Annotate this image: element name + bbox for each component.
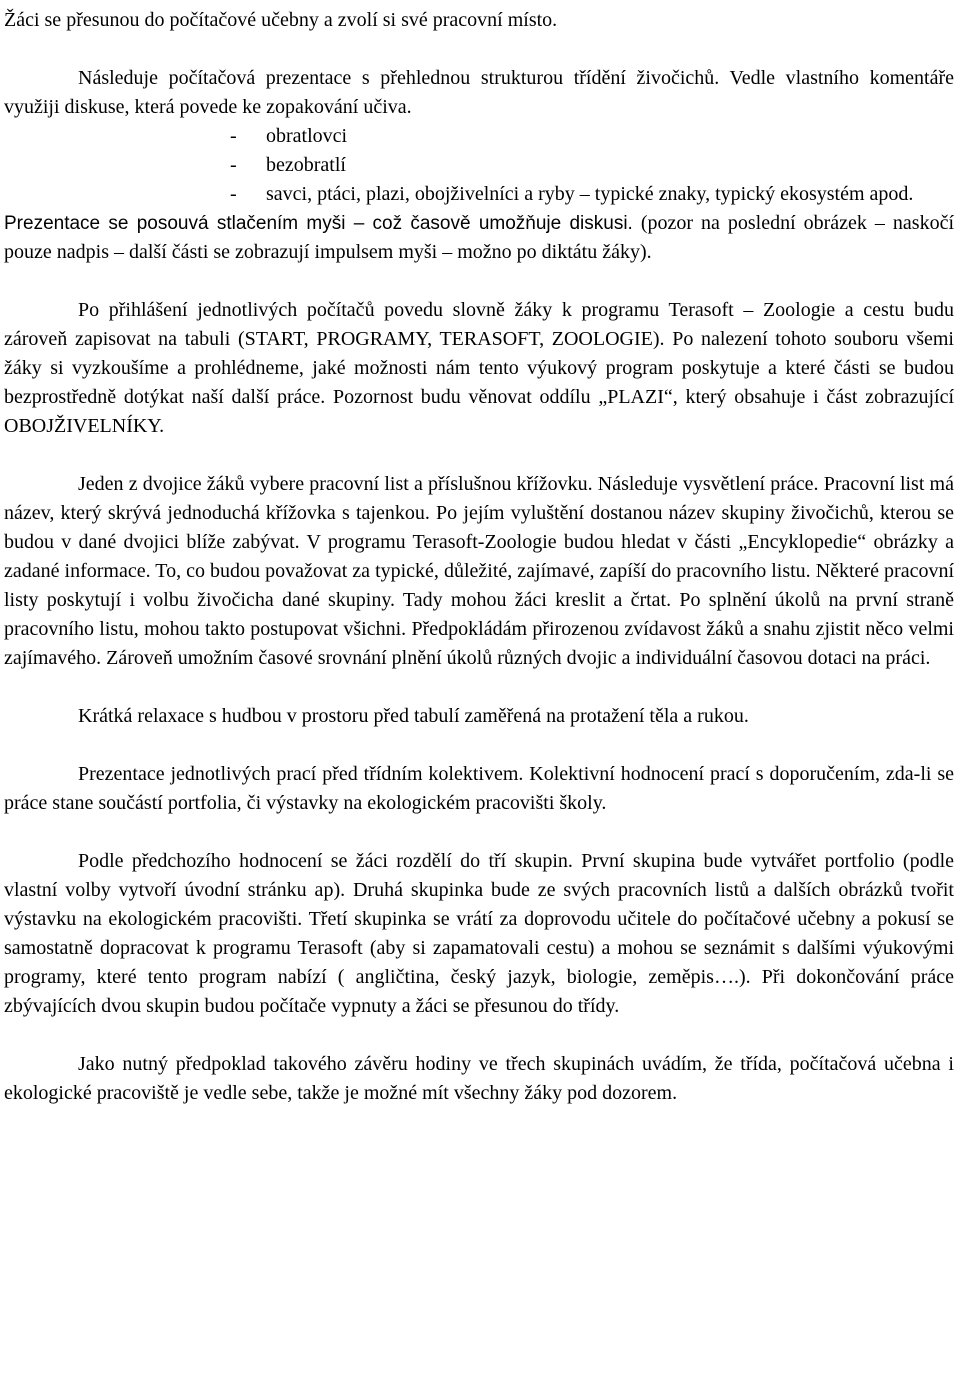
dash-marker: - [230,154,237,176]
paragraph-evaluation: Prezentace jednotlivých prací před třídním kolektivem. Kolektivní hodnocení prací s doporučením, zda-li se práce stane součástí portfolia, či výstavky na ekologickém pracovišti školy. [4,763,954,814]
paragraph-conclusion: Jako nutný předpoklad takového závěru hodiny ve třech skupinách uvádím, že třída, počítačová učebna i ekologické pracoviště je vedle sebe, takže je možné mít všechny žáky pod dozorem. [4,1053,954,1104]
paragraph-groups: Podle předchozího hodnocení se žáci rozdělí do tří skupin. První skupina bude vytvářet portfolio (podle vlastní volby vytvoří úvodní stránku ap). Druhá skupinka bude ze svých pracovních listů a dalších obrázků tvořit výstavku na ekologickém pracovišti. Třetí skupinka se vrátí za doprovodu učitele do počítačové učebny a pokusí se samostatně dopracovat k programu Terasoft (aby si zapamatovali cestu) a mohou se seznámit s dalšími výukovými programy, které tento program nabízí ( angličtina, český jazyk, biologie, zeměpis….). Při dokončování práce zbývajících dvou skupin budou počítače vypnuty a žáci se přesunou do třídy. [4,850,954,1017]
paragraph-presentation-control [4,209,954,267]
presentation-note: Prezentace se posouvá stlačením myši – což časově umožňuje diskusi. [4,213,633,234]
paragraph-intro: Žáci se přesunou do počítačové učebny a zvolí si své pracovní místo. [4,9,558,31]
dash-marker: - [230,183,237,205]
list-item-text: obratlovci [266,125,348,147]
classification-list [4,122,954,209]
list-item-text: savci, ptáci, plazi, obojživelníci a ryby – typické znaky, typický ekosystém apod. [266,183,914,205]
paragraph-login: Po přihlášení jednotlivých počítačů povedu slovně žáky k programu Terasoft – Zoologie a cestu budu zároveň zapisovat na tabuli (START, PROGRAMY, TERASOFT, ZOOLOGIE). Po nalezení tohoto souboru všemi žáky si vyzkoušíme a prohlédneme, jaké možnosti nám tento výukový program poskytuje a které části se budou bezprostředně dotýkat naší další práce. Pozornost budu věnovat oddílu „PLAZI“, který obsahuje i část zobrazující OBOJŽIVELNÍKY. [4,299,954,437]
document-page [4,6,954,1108]
list-item-text: bezobratlí [266,154,346,176]
dash-marker: - [230,125,237,147]
list-item [4,180,954,209]
paragraph-relaxation: Krátká relaxace s hudbou v prostoru před tabulí zaměřená na protažení těla a rukou. [78,705,749,727]
presentation-warning: (pozor na poslední obrázek – naskočí pouze nadpis – další části se zobrazují impulsem myši – možno po diktátu žáky). [4,212,955,263]
list-item [4,151,954,180]
paragraph-presentation: Následuje počítačová prezentace s přehlednou strukturou třídění živočichů. Vedle vlastního komentáře využiji diskuse, která povede ke zopakování učiva. [4,67,954,118]
list-item [4,122,954,151]
paragraph-worksheet: Jeden z dvojice žáků vybere pracovní list a příslušnou křížovku. Následuje vysvětlení práce. Pracovní list má název, který skrývá jednoduchá křížovka s tajenkou. Po jejím vyluštění dostanou název skupiny živočichů, kterou se budou v dané dvojici blíže zabývat. V programu Terasoft-Zoologie budou hledat v části „Encyklopedie“ obrázky a zadané informace. To, co budou považovat za typické, důležité, zajímavé, zapíší do pracovního listu. Některé pracovní listy poskytují i volbu živočicha dané skupiny. Tady mohou žáci kreslit a črtat. Po splnění úkolů na první straně pracovního listu, mohou takto postupovat všichni. Předpokládám přirozenou zvídavost žáků a snahu zjistit něco velmi zajímavého. Zároveň umožním časové srovnání plnění úkolů různých dvojic a individuální časovou dotaci na práci. [4,473,954,669]
